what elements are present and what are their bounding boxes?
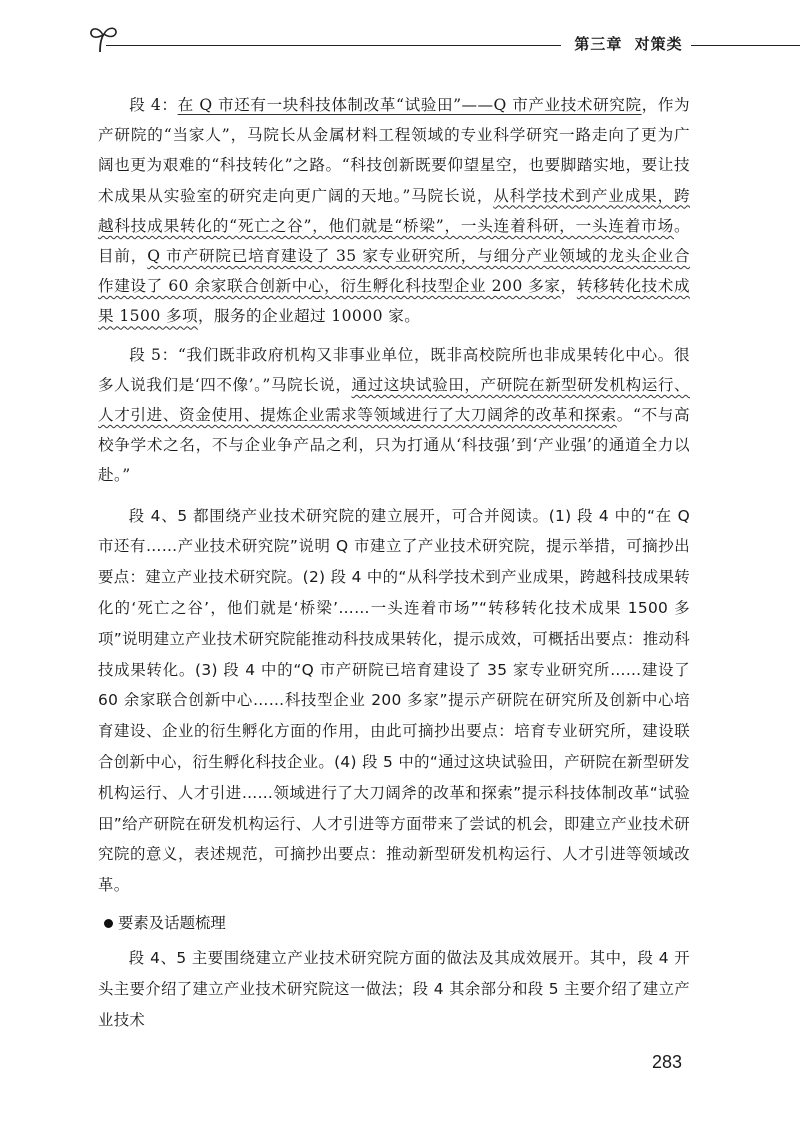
section-paragraph: 段 4、5 主要围绕建立产业技术研究院方面的做法及其成效展开。其中，段 4 开头主要介绍了建立产业技术研究院这一做法；段 4 其余部分和段 5 主要介绍了建立产业技术	[98, 949, 690, 1029]
section-heading-text: 要素及话题梳理	[118, 914, 226, 932]
paragraph-5	[98, 340, 690, 491]
para5-text-2: 。“不与高校争学术之名，不与企业争产品之利，只为打通从‘科技强’到‘产业强’的通道全力以赴。”	[98, 406, 690, 485]
para4-text-2: 。目前，	[98, 216, 690, 266]
para4-text-3: ，	[560, 277, 577, 296]
header-rule-left	[106, 45, 626, 46]
analysis-paragraph: 段 4、5 都围绕产业技术研究院的建立展开，可合并阅读。(1) 段 4 中的“在 Q 市还有……产业技术研究院”说明 Q 市建立了产业技术研究院，提示举措，可摘抄出要点：建立产业技术研究院。(2) 段 4 中的“从科学技术到产业成果，跨越科技成果转化的‘死亡之谷’，他们就是‘桥梁’……一头连着市场”“转移转化技术成果 1500 多项”说明建立产业技术研究院能推动科技成果转化，提示成效，可概括出要点：推动科技成果转化。(3) 段 4 中的“Q 市产研院已培育建设了 35 家专业研究所……建设了 60 余家联合创新中心……科技型企业 200 多家”提示产研院在研究所及创新中心培育建设、企业的衍生孵化方面的作用，由此可摘抄出要点：培育专业研究所，建设联合创新中心，衍生孵化科技企业。(4) 段 5 中的“通过这块试验田，产研院在新型研发机构运行、人才引进……领域进行了大刀阔斧的改革和探索”提示科技体制改革“试验田”给产研院在研发机构运行、人才引进等方面带来了尝试的机会，即建立产业技术研究院的意义，表述规范，可摘抄出要点：推动新型研发机构运行、人才引进等领域改革。	[98, 506, 690, 895]
page-header	[86, 22, 726, 62]
para4-underlined-1: 在 Q 市还有一块科技体制改革“试验田”——Q 市产业技术研究院	[177, 96, 642, 114]
para5-text-1: 段 5：“我们既非政府机构又非事业单位，既非高校院所也非成果转化中心。很多人说我们是‘四不像’。”马院长说，	[98, 345, 690, 394]
para5-wavy-1: 通过这块试验田，产研院在新型研发机构运行、人才引进、资金使用、提炼企业需求等领域进行了大刀阔斧的改革和探索	[98, 375, 690, 425]
para4-text-1: ，作为产研院的“当家人”，马院长从金属材料工程领域的专业科学研究一路走向了更为广阔也更为艰难的“科技转化”之路。“科技创新既要仰望星空，也要脚踏实地，要让技术成果从实验室的研究走向更广阔的天地。”马院长说，	[98, 96, 691, 205]
sprout-logo-icon	[86, 22, 120, 56]
section-heading	[98, 907, 690, 939]
header-rule-right	[691, 45, 800, 46]
bullet-icon	[104, 919, 113, 928]
chapter-title	[561, 33, 696, 54]
page-body	[98, 90, 690, 1035]
para4-wavy-1: 从科学技术到产业成果，跨越科技成果转化的“死亡之谷”，他们就是“桥梁”，一头连着科研，一头连着市场	[98, 186, 690, 235]
chapter-label: 第三章	[574, 35, 623, 53]
page-number: 283	[652, 1052, 683, 1072]
para4-label: 段 4：	[129, 96, 178, 114]
para4-wavy-3: 转移转化技术成果 1500 多项	[98, 277, 690, 326]
paragraph-4	[98, 90, 690, 332]
section-label: 对策类	[634, 35, 683, 53]
para4-wavy-2: Q 市产研院已培育建设了 35 家专业研究所，与细分产业领域的龙头企业合作建设了 60 余家联合创新中心，衍生孵化科技型企业 200 多家	[98, 247, 690, 296]
para4-text-4: ，服务的企业超过 10000 家。	[197, 307, 421, 326]
